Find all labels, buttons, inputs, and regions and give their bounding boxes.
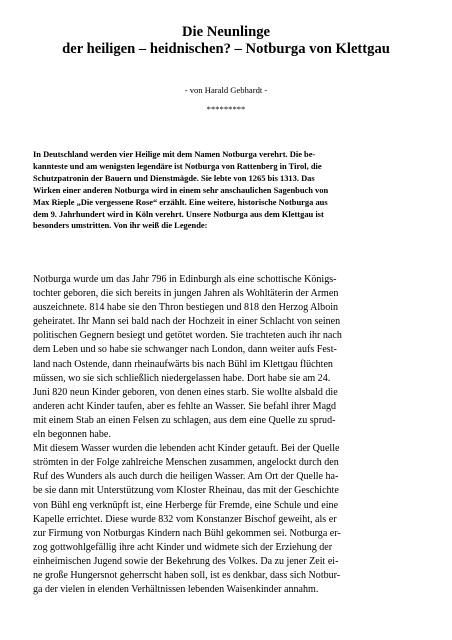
intro-line: Max Rieple „Die vergessene Rose“ erzählt. Eine weitere, historische Notburga aus — [33, 196, 328, 207]
body-line: ga der vielen in elenden Verhältnissen lebenden Waisenkinder annahm. — [33, 584, 319, 596]
body-line: einheimischen Jugend sowie der Bekehrung des Volkes. Da zu jener Zeit ei- — [33, 555, 339, 567]
body-line: von Bühl eng verknüpft ist, eine Herberge für Fremde, eine Schule und eine — [33, 499, 339, 511]
intro-line: In Deutschland werden vier Heilige mit dem Namen Notburga verehrt. Die be- — [33, 149, 316, 159]
body-line: dem Leben und so habe sie schwanger nach London, dann weiter aufs Fest- — [33, 344, 337, 356]
intro-line: Wirken einer anderen Notburga wird in einem sehr anschaulichen Sagenbuch von — [33, 184, 329, 195]
intro-line: besonders umstritten. Von ihr weiß die Legende: — [33, 220, 208, 231]
intro-line: dem 9. Jahrhundert wird in Köln verehrt. Unsere Notburga aus dem Klettgau ist — [33, 208, 324, 219]
intro-line: Schutzpatronin der Bauern und Dienstmägde. Sie lebte von 1265 bis 1313. Das — [33, 172, 315, 183]
body-line: strömten in der Folge zahlreiche Menschen zusammen, angelockt durch den — [33, 457, 339, 469]
intro-line: kannteste und am wenigsten legendäre ist Notburga von Rattenberg in Tirol, die — [33, 160, 322, 171]
title-line-1: Die Neunlinge — [182, 24, 270, 40]
author-byline: - von Harald Gebhardt - — [184, 85, 268, 95]
body-text — [33, 273, 425, 597]
body-line: tochter geboren, die sich bereits in jungen Jahren als Wohltäterin der Armen — [33, 288, 339, 300]
body-line: müssen, wo sie sich schließlich niedergelassen habe. Dort habe sie am 24. — [33, 372, 331, 384]
body-line: Ruf des Wunders als auch durch die heiligen Wasser. Am Ort der Quelle ha- — [33, 471, 339, 483]
body-line: mit einem Stab an einen Felsen zu schlagen, aus dem eine Quelle zu sprud- — [33, 414, 336, 426]
body-line: auszeichnete. 814 habe sie den Thron bestiegen und 818 den Herzog Alboin — [33, 302, 339, 314]
body-line: Notburga wurde um das Jahr 796 in Edinburgh als eine schottische Königs- — [33, 274, 337, 285]
body-line: geheiratet. Ihr Mann sei bald nach der Hochzeit in einer Schlacht von seinen — [33, 316, 341, 328]
body-line: politischen Gegnern besiegt und getötet worden. Sie trachteten auch ihr nach — [33, 330, 342, 342]
body-line: Mit diesem Wasser wurden die lebenden acht Kinder getauft. Bei der Quelle — [33, 443, 340, 455]
asterisk-separator: ********* — [206, 104, 246, 114]
body-line: anderen acht Kinder taufen, aber es fehlte an Wasser. Sie befahl ihrer Magd — [33, 400, 337, 412]
body-line: zog gottwohlgefällig ihre acht Kinder und widmete sich der Erziehung der — [33, 541, 333, 553]
intro-paragraph — [33, 149, 425, 232]
body-line: eln begonnen habe. — [33, 429, 111, 441]
document-title — [0, 24, 452, 58]
body-line: ne große Hungersnot geherrscht haben soll, ist es denkbar, dass sich Notbur- — [33, 569, 341, 581]
body-line: be sie dann mit Unterstützung vom Kloster Rheinau, das mit der Geschichte — [33, 485, 339, 497]
body-line: Juni 820 neun Kinder geboren, von denen eines starb. Sie wollte alsbald die — [33, 386, 338, 398]
body-line: Kapelle errichtet. Diese wurde 832 vom Konstanzer Bischof geweiht, als er — [33, 513, 337, 525]
title-line-2: der heiligen – heidnischen? – Notburga von Klettgau — [62, 41, 390, 57]
body-line: zur Firmung von Notburgas Kindern nach Bühl gekommen sei. Notburga er- — [33, 527, 341, 539]
body-line: land nach Ostende, dann rheinaufwärts bis nach Bühl im Klettgau flüchten — [33, 358, 333, 370]
